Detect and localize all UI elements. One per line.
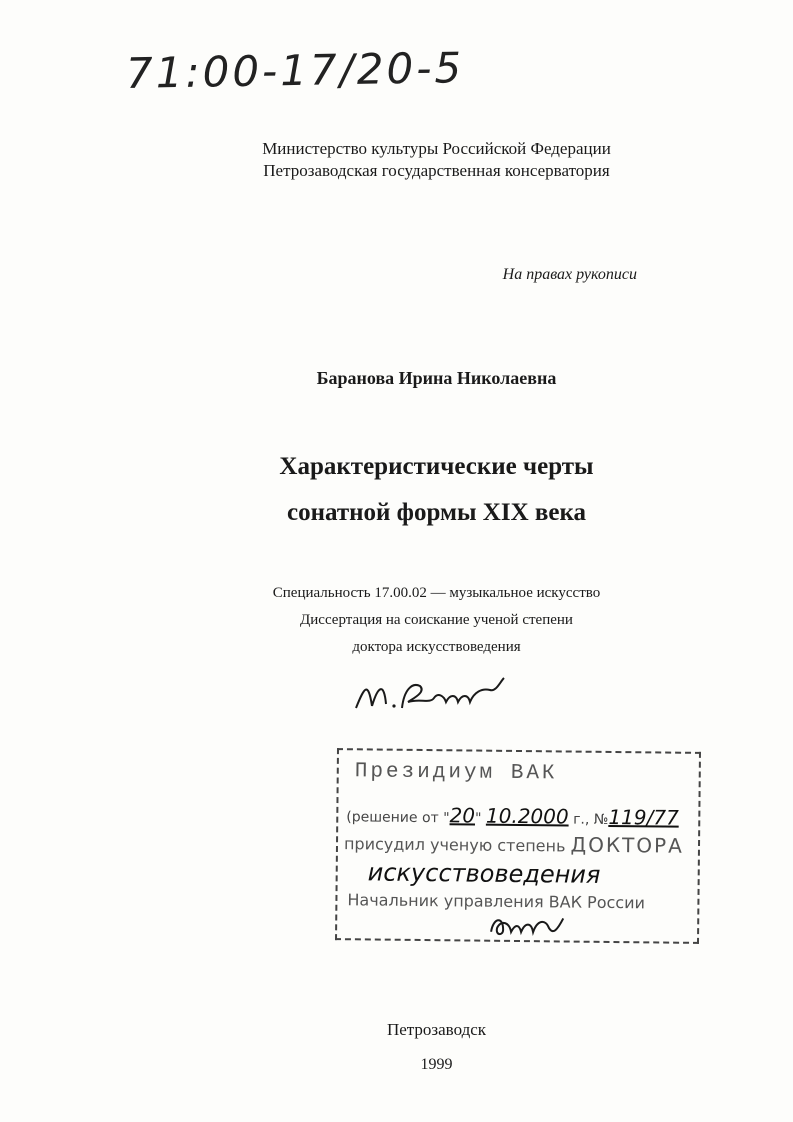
decision-date: 10.2000 <box>485 803 569 829</box>
stamp-title: Президиум ВАК <box>354 760 558 786</box>
decision-no-prefix: г., № <box>568 811 609 828</box>
ministry-line: Министерство культуры Российской Федерации <box>262 139 611 158</box>
institution-header <box>0 138 793 182</box>
specialty-line: Специальность 17.00.02 — музыкальное искусство <box>272 585 601 601</box>
official-signature <box>487 910 567 941</box>
author-signature <box>350 668 510 718</box>
stamp-chief: Начальник управления ВАК России <box>347 890 646 913</box>
stamp-awarded <box>344 830 684 858</box>
degree-line: доктора искусствоведения <box>352 639 521 655</box>
title-line-1: Характеристические черты <box>279 453 594 480</box>
decision-mid: " <box>474 810 487 827</box>
awarded-degree: ДОКТОРА <box>570 832 684 858</box>
decision-day: 20 <box>449 803 476 828</box>
year: 1999 <box>420 1056 453 1073</box>
title-line-2: сонатной формы XIX века <box>286 499 587 526</box>
vak-stamp <box>335 748 701 944</box>
decision-number: 119/77 <box>608 804 679 830</box>
decision-prefix: (решение от " <box>346 809 450 827</box>
city: Петрозаводск <box>386 1020 487 1039</box>
awarded-prefix: присудил ученую степень <box>343 834 571 856</box>
stamp-field-handwritten: искусствоведения <box>367 858 601 889</box>
stamp-decision <box>346 802 679 829</box>
rights-note: На правах рукописи <box>502 266 637 283</box>
dissertation-title <box>0 444 793 536</box>
catalog-number-handwritten: 71:00-17/20-5 <box>125 43 465 98</box>
dissertation-line: Диссертация на соискание ученой степени <box>300 612 573 628</box>
author-name: Баранова Ирина Николаевна <box>316 368 557 388</box>
specialty-block <box>0 580 793 661</box>
conservatory-line: Петрозаводская государственная консерватория <box>263 161 610 180</box>
